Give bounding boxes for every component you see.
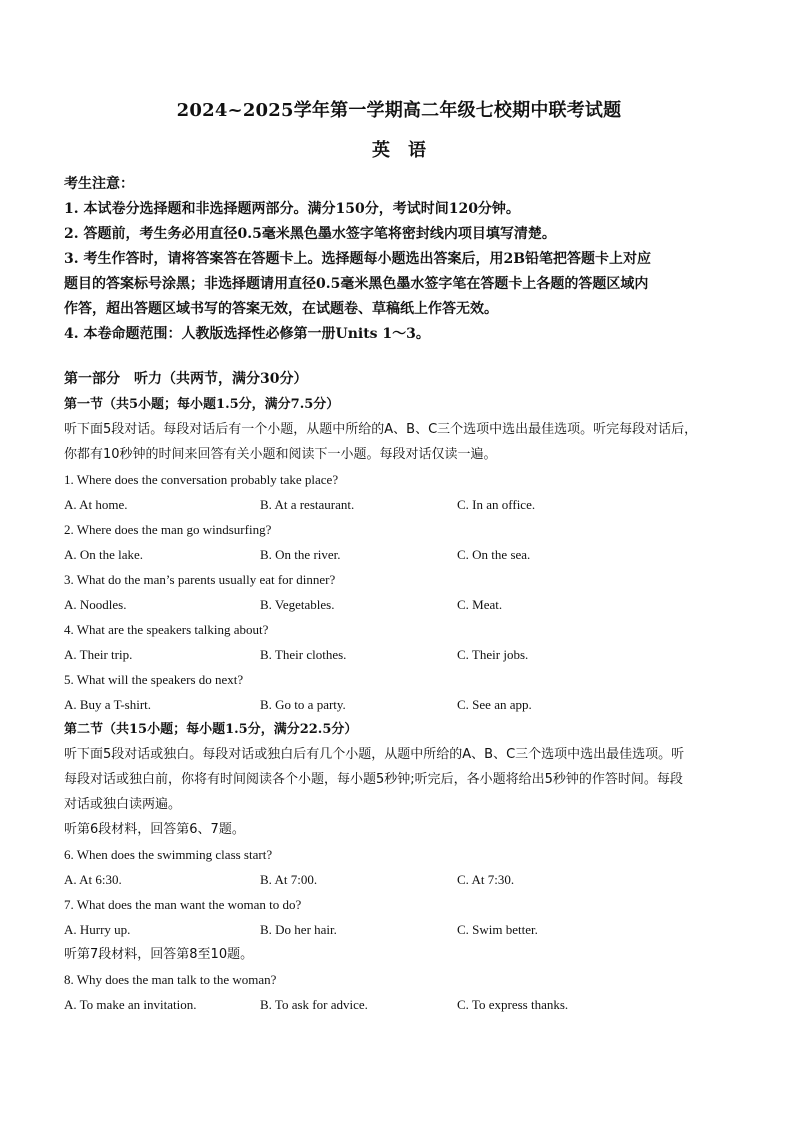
question-7 [64, 892, 734, 942]
note-line: 作答，超出答题区域书写的答案无效，在试题卷、草稿纸上作答无效。 [64, 301, 498, 317]
material-6-note: 听第6段材料，回答第6、7题。 [64, 822, 245, 837]
part1-heading: 第一部分 听力（共两节，满分30分） [64, 371, 308, 387]
options-row [64, 867, 734, 892]
candidate-notes [64, 172, 734, 347]
option-c: C. To express thanks. [457, 997, 569, 1012]
section2-instructions: 对话或独白读两遍。 [64, 797, 182, 812]
options-row [64, 492, 734, 517]
section1-instructions: 听下面5段对话。每段对话后有一个小题，从题中所给的A、B、C三个选项中选出最佳选项。听完每段对话后， [64, 422, 698, 437]
option-c: C. Meat. [457, 597, 503, 612]
question-text: 5. What will the speakers do next? [64, 672, 244, 687]
option-a: A. On the lake. [64, 547, 144, 562]
question-text: 4. What are the speakers talking about? [64, 622, 269, 637]
option-a: A. Hurry up. [64, 922, 131, 937]
question-1 [64, 467, 734, 517]
option-b: B. On the river. [260, 547, 341, 562]
option-a: A. Their trip. [64, 647, 133, 662]
option-b: B. To ask for advice. [260, 997, 368, 1012]
question-8 [64, 967, 734, 1017]
question-5 [64, 667, 734, 717]
question-text: 2. Where does the man go windsurfing? [64, 522, 272, 537]
option-a: A. At 6:30. [64, 872, 122, 887]
question-text: 8. Why does the man talk to the woman? [64, 972, 277, 987]
note-line: 2. 答题前，考生务必用直径0.5毫米黑色墨水签字笔将密封线内项目填写清楚。 [64, 226, 556, 242]
options-row [64, 992, 734, 1017]
option-b: B. Their clothes. [260, 647, 347, 662]
option-b: B. At a restaurant. [260, 497, 355, 512]
question-3 [64, 567, 734, 617]
question-4 [64, 617, 734, 667]
question-text: 3. What do the man’s parents usually eat for dinner? [64, 572, 336, 587]
options-row [64, 917, 734, 942]
option-b: B. Vegetables. [260, 597, 335, 612]
option-b: B. At 7:00. [260, 872, 318, 887]
section1-heading: 第一节（共5小题；每小题1.5分，满分7.5分） [64, 397, 340, 412]
option-c: C. On the sea. [457, 547, 531, 562]
question-text: 6. When does the swimming class start? [64, 847, 273, 862]
options-row [64, 642, 734, 667]
subject-title: 英语 [372, 140, 444, 161]
option-b: B. Go to a party. [260, 697, 346, 712]
section2-instructions: 每段对话或独白前，你将有时间阅读各个小题，每小题5秒钟;听完后，各小题将给出5秒钟的作答时间。每段 [64, 772, 683, 787]
exam-page [64, 96, 734, 1017]
option-c: C. In an office. [457, 497, 536, 512]
note-line: 1. 本试卷分选择题和非选择题两部分。满分150分，考试时间120分钟。 [64, 201, 520, 217]
option-a: A. Buy a T-shirt. [64, 697, 152, 712]
option-c: C. See an app. [457, 697, 532, 712]
option-a: A. Noodles. [64, 597, 127, 612]
option-c: C. At 7:30. [457, 872, 515, 887]
options-row [64, 542, 734, 567]
note-line: 4. 本卷命题范围：人教版选择性必修第一册Units 1～3。 [64, 326, 430, 342]
option-c: C. Their jobs. [457, 647, 529, 662]
option-a: A. To make an invitation. [64, 997, 197, 1012]
option-a: A. At home. [64, 497, 128, 512]
section2-instructions: 听下面5段对话或独白。每段对话或独白后有几个小题，从题中所给的A、B、C三个选项中选出最佳选项。听 [64, 747, 685, 762]
options-row [64, 592, 734, 617]
question-text: 1. Where does the conversation probably take place? [64, 472, 339, 487]
option-c: C. Swim better. [457, 922, 538, 937]
section2-heading: 第二节（共15小题；每小题1.5分，满分22.5分） [64, 722, 358, 737]
section1-instructions: 你都有10秒钟的时间来回答有关小题和阅读下一小题。每段对话仅读一遍。 [64, 447, 497, 462]
question-text: 7. What does the man want the woman to do? [64, 897, 302, 912]
material-7-note: 听第7段材料，回答第8至10题。 [64, 947, 254, 962]
question-6 [64, 842, 734, 892]
note-line: 题目的答案标号涂黑；非选择题请用直径0.5毫米黑色墨水签字笔在答题卡上各题的答题区域内 [64, 276, 649, 292]
note-line: 3. 考生作答时，请将答案答在答题卡上。选择题每小题选出答案后，用2B铅笔把答题卡上对应 [64, 251, 652, 267]
question-2 [64, 517, 734, 567]
options-row [64, 692, 734, 717]
option-b: B. Do her hair. [260, 922, 337, 937]
notes-heading: 考生注意： [64, 176, 134, 192]
exam-title: 2024~2025学年第一学期高二年级七校期中联考试题 [176, 100, 622, 121]
